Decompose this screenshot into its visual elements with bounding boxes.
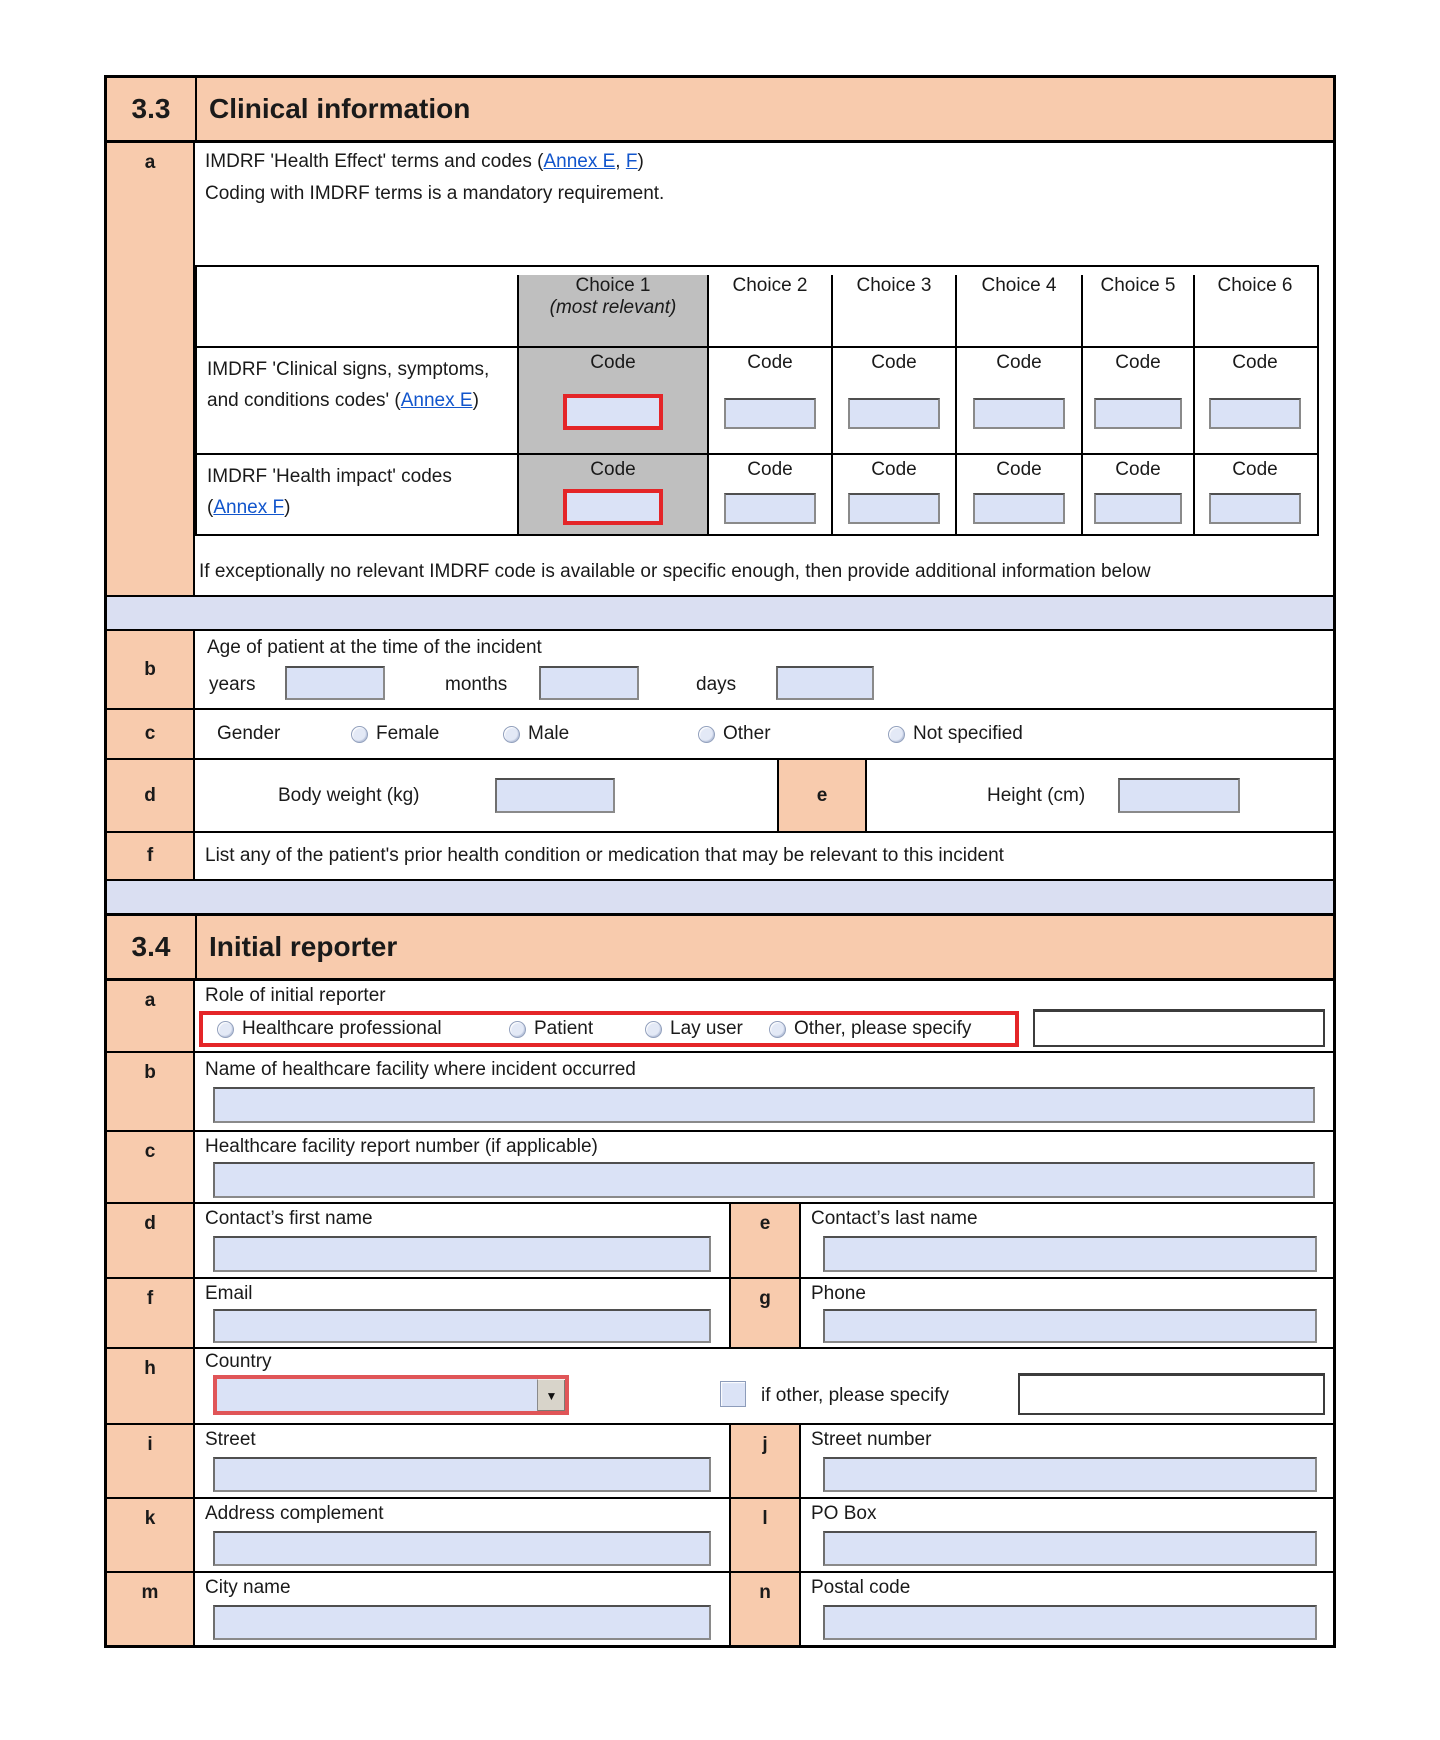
- phone-input[interactable]: [823, 1309, 1317, 1343]
- coding-mandatory-label: Coding with IMDRF terms is a mandatory requirement.: [205, 183, 665, 204]
- section-3-3-header: [107, 78, 1333, 140]
- radio-female-icon[interactable]: [351, 726, 368, 743]
- row-facility-report-number: [107, 1130, 1333, 1202]
- prior-conditions-label: List any of the patient's prior health condition or medication that may be relevant to this incident: [205, 845, 1004, 866]
- role-option-lay-user[interactable]: Lay user: [645, 1018, 743, 1040]
- row-email-phone: [107, 1277, 1333, 1347]
- health-impact-code-input-2[interactable]: [724, 493, 816, 524]
- health-impact-code-input-1[interactable]: [563, 489, 663, 525]
- annex-e-link[interactable]: Annex E: [400, 390, 473, 411]
- country-label: Country: [205, 1351, 272, 1372]
- health-impact-row: IMDRF 'Health impact' codes (Annex F) Code Code Code Code Code Code: [197, 453, 1317, 534]
- body-weight-input[interactable]: [495, 778, 615, 813]
- row-letter: e: [777, 760, 867, 831]
- email-input[interactable]: [213, 1309, 711, 1343]
- row-letter: k: [107, 1499, 195, 1571]
- health-impact-code-input-6[interactable]: [1209, 493, 1301, 524]
- row-gender: [107, 708, 1333, 758]
- reporter-role-label: Role of initial reporter: [205, 985, 386, 1006]
- annex-f-link[interactable]: Annex F: [213, 497, 285, 518]
- row-letter: f: [107, 1279, 195, 1347]
- city-name-label: City name: [205, 1577, 291, 1598]
- country-dropdown-value[interactable]: [217, 1379, 537, 1411]
- row-letter: c: [107, 710, 195, 758]
- row-contact-name: [107, 1202, 1333, 1277]
- row-health-effect-codes: [107, 140, 1333, 595]
- annex-e-link[interactable]: Annex E: [543, 151, 616, 172]
- first-name-input[interactable]: [213, 1236, 711, 1272]
- radio-patient-icon[interactable]: [509, 1021, 526, 1038]
- choice-3-header: Choice 3: [831, 275, 955, 346]
- section-3-3-number: 3.3: [107, 78, 197, 140]
- radio-lay-user-icon[interactable]: [645, 1021, 662, 1038]
- street-number-input[interactable]: [823, 1457, 1317, 1492]
- address-complement-label: Address complement: [205, 1503, 384, 1524]
- street-input[interactable]: [213, 1457, 711, 1492]
- row-facility-name: [107, 1051, 1333, 1130]
- clinical-signs-code-input-4[interactable]: [973, 398, 1065, 429]
- radio-male-icon[interactable]: [503, 726, 520, 743]
- days-label: days: [696, 674, 737, 695]
- annex-f-link[interactable]: F: [625, 151, 638, 172]
- body-weight-label: Body weight (kg): [278, 784, 420, 806]
- choice-1-subtitle: (most relevant): [549, 297, 677, 318]
- po-box-input[interactable]: [823, 1531, 1317, 1566]
- first-name-label: Contact’s first name: [205, 1208, 373, 1229]
- row-letter: g: [729, 1279, 801, 1347]
- row-weight-height: [107, 758, 1333, 831]
- clinical-signs-code-input-5[interactable]: [1094, 398, 1182, 429]
- country-dropdown[interactable]: [213, 1375, 569, 1415]
- additional-info-textarea[interactable]: [107, 595, 1333, 629]
- reporter-role-radiogroup: [199, 1011, 1019, 1047]
- facility-name-input[interactable]: [213, 1087, 1315, 1123]
- postal-code-label: Postal code: [811, 1577, 911, 1598]
- row-address-complement: [107, 1497, 1333, 1571]
- days-input[interactable]: [776, 666, 874, 700]
- street-label: Street: [205, 1429, 256, 1450]
- choice-header-row: [197, 267, 1317, 346]
- city-name-input[interactable]: [213, 1605, 711, 1640]
- clinical-signs-code-input-6[interactable]: [1209, 398, 1301, 429]
- row-letter: h: [107, 1349, 195, 1423]
- choice-6-header: Choice 6: [1193, 275, 1315, 346]
- facility-report-number-label: Healthcare facility report number (if applicable): [205, 1136, 598, 1157]
- clinical-signs-code-input-3[interactable]: [848, 398, 940, 429]
- row-letter: b: [107, 631, 195, 708]
- last-name-label: Contact’s last name: [811, 1208, 978, 1229]
- incident-report-form: [104, 75, 1336, 1648]
- postal-code-input[interactable]: [823, 1605, 1317, 1640]
- row-city-postal: [107, 1571, 1333, 1645]
- last-name-input[interactable]: [823, 1236, 1317, 1272]
- row-country: [107, 1347, 1333, 1423]
- clinical-signs-code-input-1[interactable]: [563, 394, 663, 430]
- row-prior-conditions: [107, 831, 1333, 879]
- role-other-input[interactable]: [1033, 1009, 1325, 1047]
- age-label: Age of patient at the time of the incident: [207, 637, 542, 658]
- row-letter: i: [107, 1425, 195, 1497]
- years-input[interactable]: [285, 666, 385, 700]
- row-letter: e: [729, 1204, 801, 1277]
- row-street: [107, 1423, 1333, 1497]
- choice-5-header: Choice 5: [1081, 275, 1193, 346]
- address-complement-input[interactable]: [213, 1531, 711, 1566]
- other-country-label: if other, please specify: [761, 1385, 949, 1406]
- role-option-healthcare-professional[interactable]: Healthcare professional: [217, 1018, 442, 1040]
- health-impact-code-input-4[interactable]: [973, 493, 1065, 524]
- row-age: [107, 629, 1333, 708]
- health-impact-code-input-5[interactable]: [1094, 493, 1182, 524]
- radio-other-icon[interactable]: [698, 726, 715, 743]
- row-letter: c: [107, 1132, 195, 1202]
- facility-report-number-input[interactable]: [213, 1162, 1315, 1198]
- clinical-signs-code-input-2[interactable]: [724, 398, 816, 429]
- role-option-other-specify[interactable]: Other, please specify: [769, 1018, 971, 1040]
- row-letter: d: [107, 760, 195, 831]
- no-code-note: If exceptionally no relevant IMDRF code is available or specific enough, then provide additional information below: [199, 561, 1151, 582]
- section-3-3-title: Clinical information: [209, 93, 471, 124]
- choice-4-header: Choice 4: [955, 275, 1081, 346]
- facility-name-label: Name of healthcare facility where incident occurred: [205, 1059, 636, 1080]
- months-input[interactable]: [539, 666, 639, 700]
- gender-option-not-specified[interactable]: Not specified: [888, 723, 1023, 745]
- street-number-label: Street number: [811, 1429, 932, 1450]
- section-3-4-number: 3.4: [107, 916, 197, 978]
- height-label: Height (cm): [987, 784, 1086, 806]
- radio-not-specified-icon[interactable]: [888, 726, 905, 743]
- phone-label: Phone: [811, 1283, 866, 1304]
- row-letter: n: [729, 1573, 801, 1645]
- other-country-input[interactable]: [1018, 1373, 1325, 1415]
- radio-healthcare-professional-icon[interactable]: [217, 1021, 234, 1038]
- height-input[interactable]: [1118, 778, 1240, 813]
- years-label: years: [209, 674, 256, 695]
- section-3-4-title: Initial reporter: [209, 931, 398, 962]
- health-impact-code-input-3[interactable]: [848, 493, 940, 524]
- gender-option-other[interactable]: Other: [698, 723, 771, 745]
- health-effect-label: IMDRF 'Health Effect' terms and codes (Annex E, F): [205, 151, 644, 172]
- clinical-signs-row: IMDRF 'Clinical signs, symptoms, and conditions codes' (Annex E) Code Code Code Code Code Code: [197, 346, 1317, 453]
- email-label: Email: [205, 1283, 253, 1304]
- gender-option-female[interactable]: Female: [351, 723, 439, 745]
- row-letter: a: [107, 981, 195, 1051]
- row-letter: d: [107, 1204, 195, 1277]
- clinical-signs-label: IMDRF 'Clinical signs, symptoms, and conditions codes' (Annex E): [207, 359, 490, 411]
- row-letter: f: [107, 833, 195, 879]
- other-country-checkbox[interactable]: [720, 1381, 746, 1407]
- row-letter: a: [107, 143, 195, 595]
- imdrf-choice-table: [195, 265, 1319, 536]
- row-letter: m: [107, 1573, 195, 1645]
- prior-conditions-textarea[interactable]: [107, 879, 1333, 913]
- choice-1-header: Choice 1 (most relevant): [517, 275, 707, 346]
- choice-2-header: Choice 2: [707, 275, 831, 346]
- dropdown-arrow-icon[interactable]: ▼: [537, 1379, 565, 1411]
- role-option-patient[interactable]: Patient: [509, 1018, 593, 1040]
- radio-other-specify-icon[interactable]: [769, 1021, 786, 1038]
- months-label: months: [445, 674, 508, 695]
- gender-label: Gender: [217, 723, 281, 744]
- section-3-4-header: [107, 913, 1333, 978]
- gender-option-male[interactable]: Male: [503, 723, 569, 745]
- po-box-label: PO Box: [811, 1503, 877, 1524]
- health-impact-label: IMDRF 'Health impact' codes (Annex F): [207, 466, 452, 518]
- row-letter: j: [729, 1425, 801, 1497]
- row-letter: b: [107, 1053, 195, 1130]
- row-letter: l: [729, 1499, 801, 1571]
- row-reporter-role: [107, 978, 1333, 1051]
